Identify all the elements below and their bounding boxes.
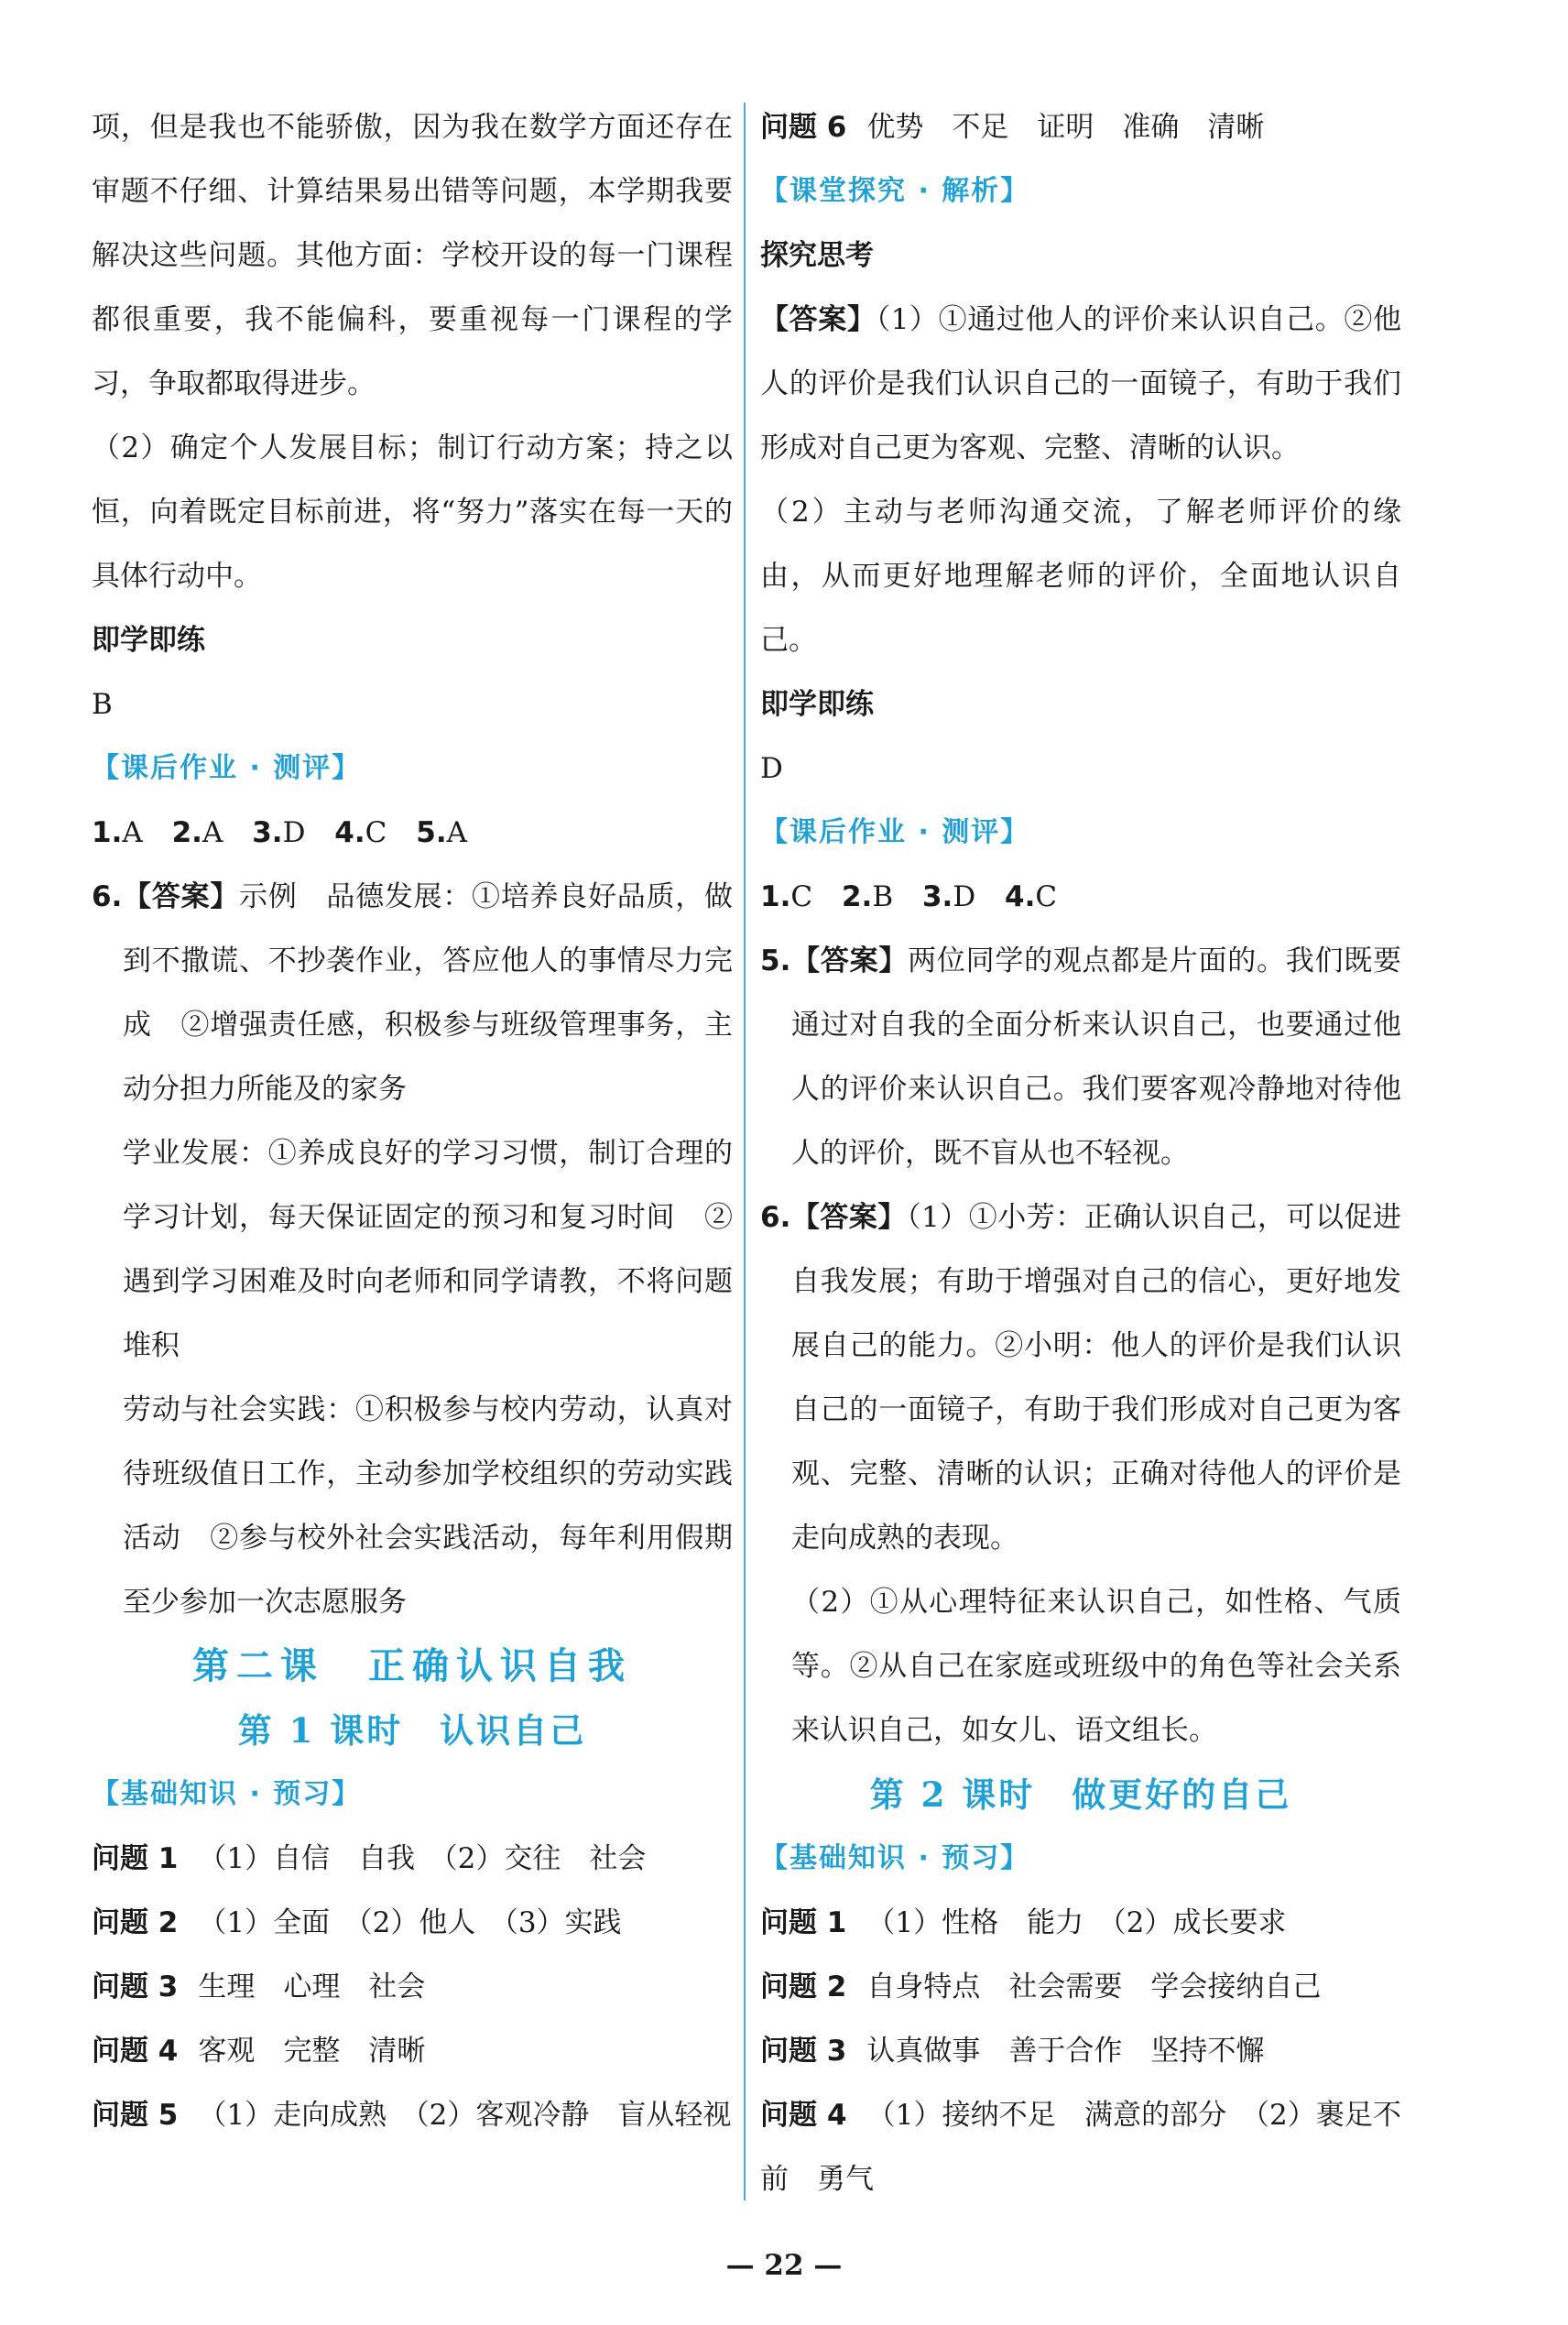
question-number: 5. xyxy=(416,816,447,849)
question-label: 问题 4 xyxy=(760,2099,847,2132)
answer-tag: 【答案】 xyxy=(760,303,877,336)
answer-tag: 【答案】 xyxy=(790,944,909,977)
question-label: 问题 2 xyxy=(92,1906,179,1939)
answer-text: 两位同学的观点都是片面的。我们既要通过对自我的全面分析来认识自己，也要通过他人的评价来认识自己。我们要客观冷静地对待他人的评价，既不盲从也不轻视。 xyxy=(791,944,1402,1170)
answer-letter: B xyxy=(92,688,113,721)
question-answer: 生理 心理 社会 xyxy=(198,1970,426,2003)
answer-tag: 【答案】 xyxy=(122,880,240,913)
right-column xyxy=(760,95,1401,2211)
section-banner: 【基础知识 · 预习】 xyxy=(760,1842,1030,1874)
question-label: 问题 5 xyxy=(92,2099,179,2132)
answer-block xyxy=(92,865,733,1121)
question-answer: （1）自信 自我 （2）交往 社会 xyxy=(198,1842,647,1875)
choice-answer: C xyxy=(365,816,387,849)
question-number: 4. xyxy=(1005,880,1036,913)
question-row xyxy=(92,1955,733,2019)
question-label: 问题 4 xyxy=(92,2035,179,2068)
section-banner: 【课后作业 · 测评】 xyxy=(760,816,1030,848)
answer-block xyxy=(760,929,1401,1185)
question-row xyxy=(92,1891,733,1955)
question-number: 3. xyxy=(921,880,953,913)
answer-text: （1）①通过他人的评价来认识自己。②他人的评价是我们认识自己的一面镜子，有助于我们形成对自己更为客观、完整、清晰的认识。 xyxy=(760,303,1401,464)
question-row xyxy=(760,1891,1401,1955)
question-answer: 优势 不足 证明 准确 清晰 xyxy=(866,111,1265,144)
section-banner: 【课堂探究 · 解析】 xyxy=(760,175,1030,207)
question-number: 2. xyxy=(171,816,202,849)
answer-paragraph: （2）①从心理特征来认识自己，如性格、气质等。②从自己在家庭或班级中的角色等社会关系来认识自己，如女儿、语文组长。 xyxy=(791,1586,1401,1747)
section-banner: 【基础知识 · 预习】 xyxy=(92,1778,362,1810)
answer-paragraph: （2）确定个人发展目标；制订行动方案；持之以恒，向着既定目标前进，将“努力”落实在每一天的具体行动中。 xyxy=(92,431,733,593)
question-row xyxy=(760,95,1401,159)
lesson-title: 第二课 正确认识自我 xyxy=(192,1644,632,1687)
column-divider xyxy=(744,103,746,2200)
answer-paragraph: 项，但是我也不能骄傲，因为我在数学方面还存在审题不仔细、计算结果易出错等问题，本学期我要解决这些问题。其他方面：学校开设的每一门课程都很重要，我不能偏科，要重视每一门课程的学习，争取都取得进步。 xyxy=(92,111,733,400)
question-answer: （1）性格 能力 （2）成长要求 xyxy=(866,1906,1287,1939)
question-label: 问题 1 xyxy=(92,1842,179,1875)
answer-letter: D xyxy=(760,752,783,785)
question-number: 3. xyxy=(252,816,283,849)
answer-block xyxy=(760,288,1401,480)
question-label: 问题 6 xyxy=(760,111,847,144)
period-title: 第 1 课时 认识自己 xyxy=(237,1710,587,1751)
page-number: — 22 — xyxy=(725,2249,843,2282)
question-answer: 客观 完整 清晰 xyxy=(198,2035,426,2068)
answer-text: （1）①小芳：正确认识自己，可以促进自我发展；有助于增强对自己的信心，更好地发展自己的能力。②小明：他人的评价是我们认识自己的一面镜子，有助于我们形成对自己更为客观、完整、清晰的认识；正确对待他人的评价是走向成熟的表现。 xyxy=(791,1201,1401,1555)
answer-paragraph: （2）主动与老师沟通交流，了解老师评价的缘由，从而更好地理解老师的评价，全面地认识自己。 xyxy=(760,496,1401,657)
question-row xyxy=(760,2083,1401,2211)
question-row xyxy=(760,2019,1401,2083)
section-heading: 即学即练 xyxy=(92,624,205,657)
section-heading: 即学即练 xyxy=(760,688,874,721)
answer-text: 示例 品德发展：①培养良好品质，做到不撒谎、不抄袭作业，答应他人的事情尽力完成 ②增强责任感，积极参与班级管理事务，主动分担力所能及的家务 xyxy=(123,880,734,1106)
question-number: 1. xyxy=(92,816,123,849)
section-heading: 探究思考 xyxy=(760,239,874,272)
choice-answers-row xyxy=(760,865,1401,929)
choice-answer: A xyxy=(446,816,467,849)
question-answer: 认真做事 善于合作 坚持不懈 xyxy=(866,2035,1265,2068)
period-title: 第 2 课时 做更好的自己 xyxy=(869,1774,1292,1815)
section-banner: 【课后作业 · 测评】 xyxy=(92,752,362,784)
answer-tag: 【答案】 xyxy=(790,1201,907,1234)
left-column xyxy=(92,95,733,2147)
answer-block xyxy=(760,1185,1401,1570)
choice-answer: C xyxy=(1035,880,1058,913)
question-answer: （1）走向成熟 （2）客观冷静 盲从轻视 xyxy=(198,2099,732,2132)
choice-answer: A xyxy=(201,816,223,849)
question-row xyxy=(92,2083,733,2147)
question-row xyxy=(92,1827,733,1891)
question-label: 问题 3 xyxy=(760,2035,847,2068)
question-label: 问题 2 xyxy=(760,1970,847,2003)
question-number: 4. xyxy=(334,816,365,849)
question-row xyxy=(92,2019,733,2083)
question-number: 6. xyxy=(760,1201,791,1234)
question-label: 问题 3 xyxy=(92,1970,179,2003)
question-row xyxy=(760,1955,1401,2019)
question-answer: （1）接纳不足 满意的部分 （2）裹足不前 勇气 xyxy=(760,2099,1401,2196)
question-label: 问题 1 xyxy=(760,1906,847,1939)
question-number: 6. xyxy=(92,880,123,913)
answer-paragraph: 劳动与社会实践：①积极参与校内劳动，认真对待班级值日工作，主动参加学校组织的劳动实践活动 ②参与校外社会实践活动，每年利用假期至少参加一次志愿服务 xyxy=(123,1393,733,1619)
choice-answer: D xyxy=(282,816,306,849)
question-number: 2. xyxy=(841,880,873,913)
choice-answer: D xyxy=(953,880,976,913)
question-number: 1. xyxy=(760,880,791,913)
choice-answer: A xyxy=(122,816,143,849)
choice-answers-row xyxy=(92,801,733,865)
question-answer: （1）全面 （2）他人 （3）实践 xyxy=(198,1906,622,1939)
choice-answer: C xyxy=(790,880,813,913)
choice-answer: B xyxy=(872,880,894,913)
question-answer: 自身特点 社会需要 学会接纳自己 xyxy=(866,1970,1322,2003)
answer-paragraph: 学业发展：①养成良好的学习习惯，制订合理的学习计划，每天保证固定的预习和复习时间 ②遇到学习困难及时向老师和同学请教，不将问题堆积 xyxy=(123,1137,733,1362)
question-number: 5. xyxy=(760,944,791,977)
